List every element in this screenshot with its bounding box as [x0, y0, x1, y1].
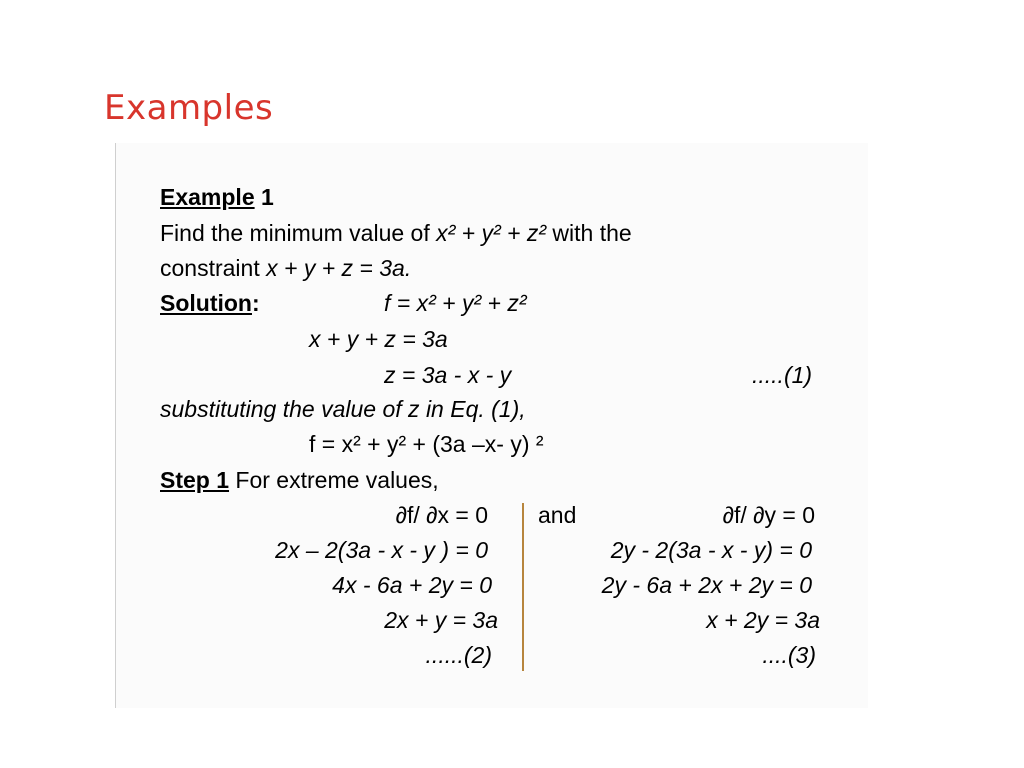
problem-text-2: with the: [546, 220, 632, 246]
problem-expr-1: x² + y² + z²: [436, 220, 547, 246]
step-1-text: For extreme values,: [229, 467, 439, 493]
right-line-2: 2y - 2(3a - x - y) = 0: [610, 537, 812, 563]
step-1-line: [160, 466, 439, 494]
left-partial-x: ∂f/ ∂x = 0: [395, 502, 488, 528]
column-divider: [522, 503, 524, 671]
example-document: [115, 143, 868, 708]
right-line-3: 2y - 6a + 2x + 2y = 0: [601, 572, 812, 598]
constraint-equation: x + y + z = 3a: [309, 326, 448, 352]
problem-text-1: Find the minimum value of: [160, 220, 437, 246]
right-partial-y: ∂f/ ∂y = 0: [722, 502, 815, 528]
step-1-label: Step 1: [160, 467, 230, 493]
substituting-line: substituting the value of z in Eq. (1),: [160, 396, 526, 422]
equation-3-ref: ....(3): [762, 642, 816, 668]
equation-2-ref: ......(2): [425, 642, 492, 668]
left-line-2: 2x – 2(3a - x - y ) = 0: [275, 537, 488, 563]
solution-label: [160, 289, 260, 317]
example-heading-label: Example: [160, 184, 255, 210]
slide-title: Examples: [104, 88, 274, 128]
example-heading: [160, 183, 274, 211]
problem-line-1: [160, 219, 632, 247]
f-definition: f = x² + y² + z²: [384, 290, 527, 316]
problem-line-2: [160, 254, 411, 282]
solution-label-text: Solution: [160, 290, 252, 316]
f-substituted: f = x² + y² + (3a –x- y) ²: [309, 431, 544, 457]
problem-text-3: constraint: [160, 255, 267, 281]
z-expression: z = 3a - x - y: [384, 362, 512, 388]
example-heading-number: 1: [254, 184, 274, 210]
left-line-3: 4x - 6a + 2y = 0: [332, 572, 492, 598]
right-line-4: x + 2y = 3a: [706, 607, 820, 633]
solution-colon: :: [251, 290, 260, 316]
left-line-4: 2x + y = 3a: [384, 607, 498, 633]
constraint-expr: x + y + z = 3a.: [266, 255, 412, 281]
equation-1-ref: .....(1): [752, 362, 813, 388]
and-label: and: [538, 502, 577, 528]
